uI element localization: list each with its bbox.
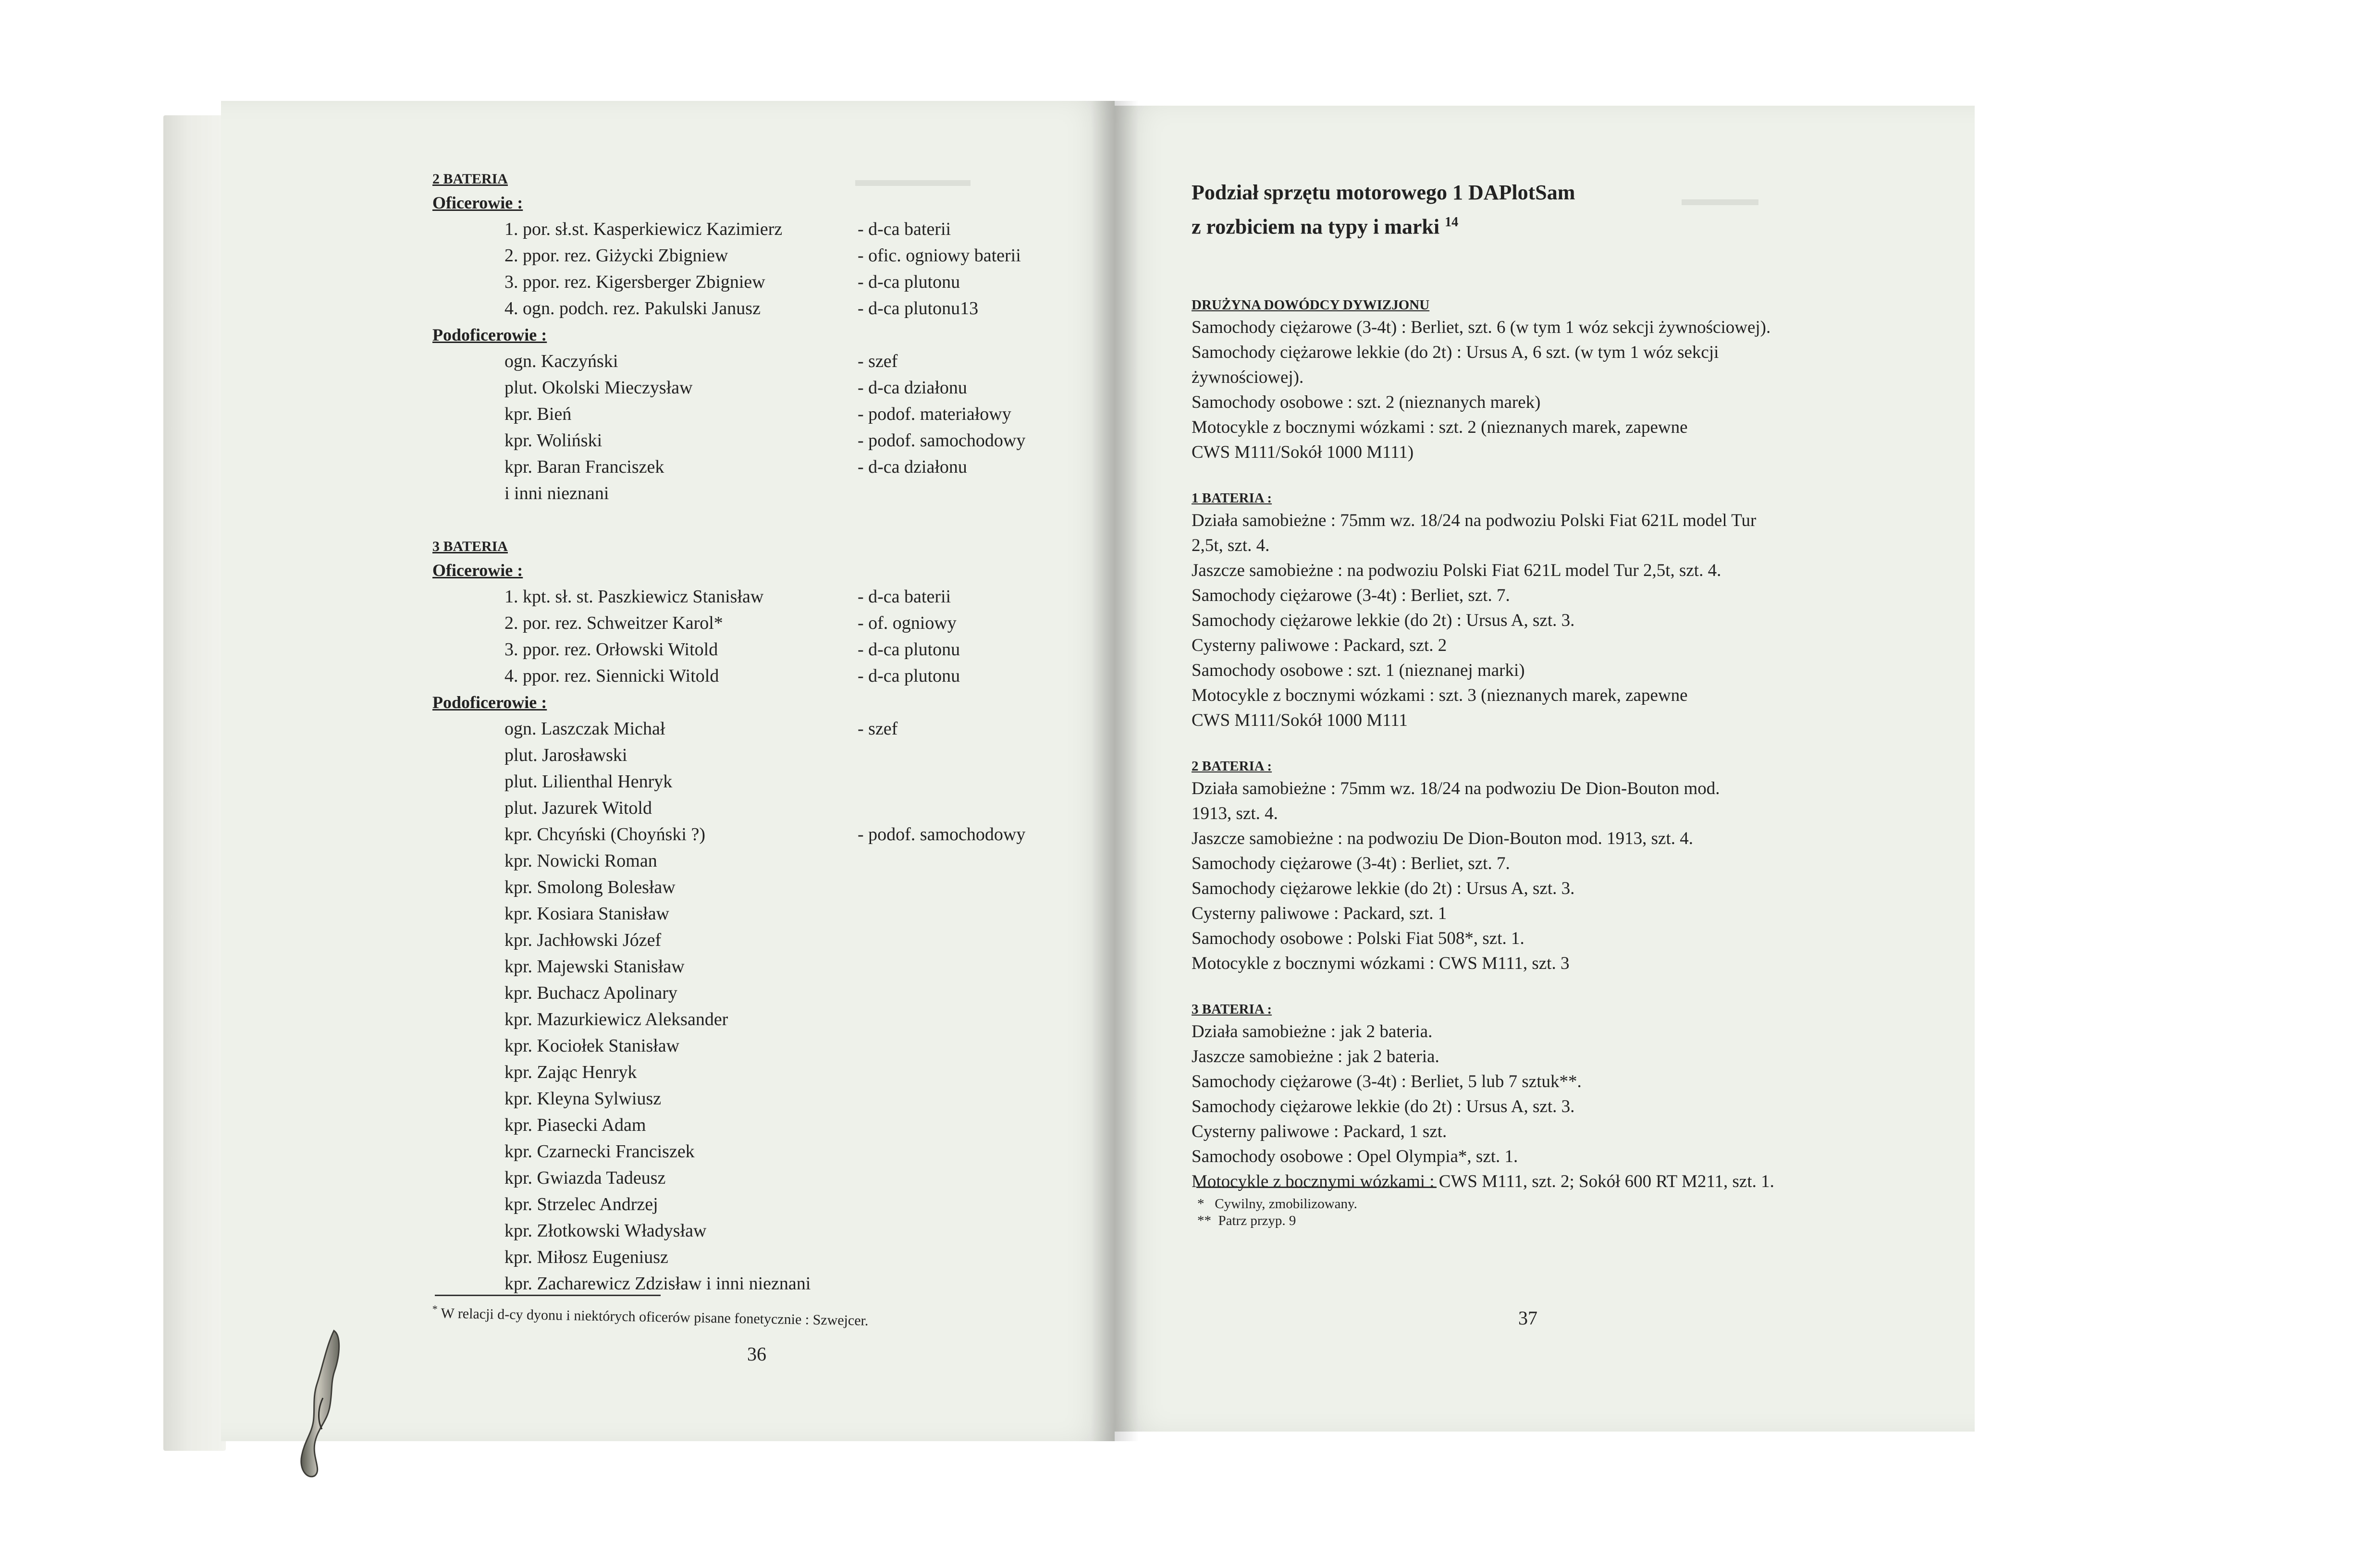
battery-3-officer-row: [432, 663, 1095, 689]
left-footnote-text: W relacji d-cy dyonu i niektórych oficerów pisane fonetycznie : Szwejcer.: [441, 1305, 869, 1329]
right-footnote-1-mark: *: [1197, 1196, 1205, 1212]
battery-3-officer-role: - d-ca plutonu: [858, 639, 960, 660]
battery-2-nco-name: kpr. Baran Franciszek: [504, 457, 664, 477]
battery-3-officer-name: 2. por. rez. Schweitzer Karol*: [504, 613, 723, 633]
battery-2-nco-row: [432, 401, 1095, 428]
equipment-line: CWS M111/Sokół 1000 M111: [1192, 710, 1408, 730]
right-footnote-2-text: Patrz przyp. 9: [1218, 1213, 1296, 1228]
show-through-left: ▬▬▬▬▬▬: [855, 169, 971, 190]
battery-3-nco-name: kpr. Gwiazda Tadeusz: [504, 1168, 666, 1188]
battery-2-nco-row: [432, 428, 1095, 454]
battery-2-officer-role: - d-ca plutonu13: [858, 298, 979, 318]
title-line2-text: z rozbiciem na typy i marki: [1192, 215, 1440, 239]
battery-3-nco-name: kpr. Kociołek Stanisław: [504, 1036, 680, 1056]
equipment-section-heading: 1 BATERIA :: [1192, 490, 1272, 506]
battery-2-nco-name: i inni nieznani: [504, 483, 609, 503]
battery-3-nco-row: [432, 1086, 1095, 1112]
left-footnote-mark: *: [432, 1303, 438, 1315]
battery-2-nco-role: - podof. samochodowy: [858, 430, 1026, 451]
battery-2-nco-name: kpr. Bień: [504, 404, 572, 424]
battery-3-nco-row: [432, 1271, 1095, 1297]
battery-3-officers-heading: Oficerowie :: [432, 561, 523, 580]
battery-3-nco-name: kpr. Jachłowski Józef: [504, 930, 662, 950]
equipment-line: Samochody ciężarowe (3-4t) : Berliet, szt. 6 (w tym 1 wóz sekcji żywnościowej).: [1192, 317, 1771, 337]
battery-3-nco-name: kpr. Smolong Bolesław: [504, 877, 676, 897]
battery-3-nco-name: kpr. Miłosz Eugeniusz: [504, 1247, 668, 1267]
battery-3-nco-name: kpr. Kleyna Sylwiusz: [504, 1089, 662, 1109]
battery-3-nco-name: plut. Jarosławski: [504, 745, 627, 765]
equipment-line: Cysterny paliwowe : Packard, szt. 1: [1192, 903, 1447, 923]
equipment-line: Działa samobieżne : 75mm wz. 18/24 na podwoziu De Dion-Bouton mod.: [1192, 778, 1720, 798]
battery-3-nco-row: [432, 716, 1095, 742]
battery-2-nco-name: ogn. Kaczyński: [504, 351, 618, 371]
equipment-line: Jaszcze samobieżne : jak 2 bateria.: [1192, 1046, 1439, 1066]
battery-3-nco-row: [432, 821, 1095, 848]
battery-2-nco-row: [432, 348, 1095, 375]
battery-3-nco-row: [432, 874, 1095, 901]
battery-3-nco-name: kpr. Mazurkiewicz Aleksander: [504, 1009, 728, 1029]
equipment-line: Samochody osobowe : Opel Olympia*, szt. 1.: [1192, 1146, 1518, 1166]
equipment-line: Motocykle z bocznymi wózkami : szt. 3 (nieznanych marek, zapewne: [1192, 685, 1688, 705]
battery-2-officer-name: 1. por. sł.st. Kasperkiewicz Kazimierz: [504, 219, 783, 239]
battery-3-nco-role: - podof. samochodowy: [858, 824, 1026, 845]
battery-3-officer-row: [432, 584, 1095, 610]
equipment-section: [1192, 999, 1931, 1194]
battery-3-nco-row: [432, 848, 1095, 874]
battery-3-nco-row: [432, 1139, 1095, 1165]
battery-3-nco-name: kpr. Buchacz Apolinary: [504, 983, 677, 1003]
battery-3-nco-row: [432, 954, 1095, 980]
battery-2-officer-role: - d-ca plutonu: [858, 272, 960, 292]
battery-3-nco-name: plut. Jazurek Witold: [504, 798, 652, 818]
battery-3-officers-list: [432, 584, 1095, 689]
battery-3-officer-name: 3. ppor. rez. Orłowski Witold: [504, 639, 718, 660]
equipment-section-heading: 2 BATERIA :: [1192, 758, 1272, 774]
battery-2-officer-row: [432, 243, 1095, 269]
battery-3-nco-row: [432, 1244, 1095, 1271]
battery-3-nco-name: kpr. Strzelec Andrzej: [504, 1194, 658, 1214]
battery-2-nco-role: - podof. materiałowy: [858, 404, 1011, 424]
battery-3-nco-name: kpr. Zając Henryk: [504, 1062, 637, 1082]
battery-3-nco-row: [432, 1191, 1095, 1218]
equipment-sections: [1192, 295, 1931, 1194]
battery-3-nco-name: kpr. Majewski Stanisław: [504, 956, 685, 977]
battery-3-officer-role: - d-ca baterii: [858, 587, 951, 607]
battery-3-nco-role: - szef: [858, 719, 898, 739]
bookmark-clip-icon: [288, 1326, 356, 1480]
battery-3-officer-row: [432, 610, 1095, 637]
battery-2-officer-name: 3. ppor. rez. Kigersberger Zbigniew: [504, 272, 765, 292]
equipment-section: [1192, 295, 1931, 465]
battery-3-nco-name: kpr. Chcyński (Choyński ?): [504, 824, 705, 845]
right-footnote-1: [1197, 1196, 1357, 1212]
equipment-line: Cysterny paliwowe : Packard, 1 szt.: [1192, 1121, 1447, 1141]
battery-3-nco-row: [432, 769, 1095, 795]
page-number-left: 36: [747, 1343, 766, 1365]
equipment-line: Działa samobieżne : jak 2 bateria.: [1192, 1021, 1433, 1041]
battery-3-nco-name: kpr. Czarnecki Franciszek: [504, 1141, 695, 1162]
battery-2-officers-list: [432, 216, 1095, 322]
battery-2-officer-row: [432, 216, 1095, 243]
equipment-line: Motocykle z bocznymi wózkami : szt. 2 (nieznanych marek, zapewne: [1192, 417, 1688, 437]
equipment-line: Samochody ciężarowe lekkie (do 2t) : Ursus A, szt. 3.: [1192, 878, 1575, 898]
battery-2-nco-row: [432, 454, 1095, 480]
battery-2-officer-row: [432, 269, 1095, 295]
battery-3-officer-role: - d-ca plutonu: [858, 666, 960, 686]
battery-2-nco-role: - d-ca działonu: [858, 378, 967, 398]
book-gutter: [1091, 101, 1139, 1441]
battery-3-nco-name: kpr. Zacharewicz Zdzisław i inni nieznani: [504, 1274, 811, 1294]
battery-2-nco-role: - d-ca działonu: [858, 457, 967, 477]
battery-3-nco-row: [432, 901, 1095, 927]
equipment-line: Samochody ciężarowe lekkie (do 2t) : Ursus A, szt. 3.: [1192, 1096, 1575, 1116]
right-footnote-2-mark: **: [1197, 1213, 1211, 1228]
battery-3-nco-row: [432, 1033, 1095, 1059]
battery-2-heading: 2 BATERIA: [432, 171, 508, 187]
battery-3-nco-row: [432, 1165, 1095, 1191]
battery-3-nco-row: [432, 1218, 1095, 1244]
page-stack-left: [163, 115, 226, 1451]
battery-3-heading: 3 BATERIA: [432, 539, 508, 554]
right-footnote-rule: [1196, 1187, 1437, 1188]
equipment-line: Samochody ciężarowe lekkie (do 2t) : Ursus A, szt. 3.: [1192, 610, 1575, 630]
battery-2-officer-role: - ofic. ogniowy baterii: [858, 245, 1021, 266]
battery-3-officer-name: 4. ppor. rez. Siennicki Witold: [504, 666, 719, 686]
equipment-line: Samochody ciężarowe lekkie (do 2t) : Ursus A, 6 szt. (w tym 1 wóz sekcji: [1192, 342, 1719, 362]
equipment-line: Jaszcze samobieżne : na podwoziu De Dion-Bouton mod. 1913, szt. 4.: [1192, 828, 1693, 848]
battery-3-nco-heading: Podoficerowie :: [432, 693, 547, 712]
battery-3-nco-row: [432, 795, 1095, 821]
show-through-right: ▬▬▬▬: [1682, 188, 1758, 209]
equipment-line: Działa samobieżne : 75mm wz. 18/24 na podwoziu Polski Fiat 621L model Tur: [1192, 510, 1757, 530]
equipment-line: Samochody ciężarowe (3-4t) : Berliet, 5 lub 7 sztuk**.: [1192, 1071, 1582, 1091]
battery-3-nco-row: [432, 1006, 1095, 1033]
battery-3-nco-row: [432, 980, 1095, 1006]
battery-2-officer-name: 2. ppor. rez. Giżycki Zbigniew: [504, 245, 728, 266]
battery-3-officer-name: 1. kpt. sł. st. Paszkiewicz Stanisław: [504, 587, 764, 607]
equipment-line: Samochody ciężarowe (3-4t) : Berliet, szt. 7.: [1192, 585, 1510, 605]
battery-2-nco-list: [432, 348, 1095, 507]
right-page-title-line1: Podział sprzętu motorowego 1 DAPlotSam: [1192, 181, 1575, 204]
equipment-line: żywnościowej).: [1192, 367, 1304, 387]
equipment-line: Samochody ciężarowe (3-4t) : Berliet, szt. 7.: [1192, 853, 1510, 873]
equipment-line: Samochody osobowe : Polski Fiat 508*, szt. 1.: [1192, 928, 1524, 948]
battery-3-nco-name: ogn. Laszczak Michał: [504, 719, 665, 739]
battery-2-nco-heading: Podoficerowie :: [432, 325, 547, 344]
battery-3-nco-name: kpr. Kosiara Stanisław: [504, 904, 670, 924]
right-footnote-2: [1197, 1213, 1296, 1229]
equipment-line: Jaszcze samobieżne : na podwoziu Polski Fiat 621L model Tur 2,5t, szt. 4.: [1192, 560, 1721, 580]
battery-2-officers-heading: Oficerowie :: [432, 193, 523, 212]
battery-2-nco-name: kpr. Woliński: [504, 430, 602, 451]
battery-3-nco-name: plut. Lilienthal Henryk: [504, 772, 673, 792]
equipment-section: [1192, 756, 1931, 976]
battery-3-nco-list: [432, 716, 1095, 1297]
battery-3-nco-row: [432, 1112, 1095, 1139]
battery-2-officer-name: 4. ogn. podch. rez. Pakulski Janusz: [504, 298, 761, 318]
left-footnote-rule: [435, 1295, 661, 1296]
battery-2-nco-row: [432, 375, 1095, 401]
equipment-line: Motocykle z bocznymi wózkami : CWS M111, szt. 2; Sokół 600 RT M211, szt. 1.: [1192, 1171, 1774, 1191]
equipment-line: Motocykle z bocznymi wózkami : CWS M111, szt. 3: [1192, 953, 1570, 973]
battery-2-nco-role: - szef: [858, 351, 898, 371]
equipment-line: 1913, szt. 4.: [1192, 803, 1278, 823]
battery-2-nco-name: plut. Okolski Mieczysław: [504, 378, 693, 398]
equipment-section-heading: 3 BATERIA :: [1192, 1001, 1272, 1017]
equipment-line: 2,5t, szt. 4.: [1192, 535, 1270, 555]
right-page-title-line2: [1192, 208, 1931, 242]
battery-2-nco-row: [432, 480, 1095, 507]
battery-3-nco-name: kpr. Piasecki Adam: [504, 1115, 646, 1135]
page-number-right: 37: [1518, 1307, 1537, 1329]
equipment-line: Samochody osobowe : szt. 1 (nieznanej marki): [1192, 660, 1525, 680]
battery-3-officer-row: [432, 637, 1095, 663]
right-page-content: [1192, 178, 1931, 1194]
equipment-section-heading: DRUŻYNA DOWÓDCY DYWIZJONU: [1192, 297, 1430, 313]
battery-3-nco-row: [432, 742, 1095, 769]
battery-3-nco-name: kpr. Złotkowski Władysław: [504, 1221, 707, 1241]
equipment-line: CWS M111/Sokół 1000 M111): [1192, 442, 1414, 462]
title-footnote-ref: 14: [1445, 215, 1459, 230]
right-footnote-1-text: Cywilny, zmobilizowany.: [1215, 1196, 1357, 1212]
equipment-line: Samochody osobowe : szt. 2 (nieznanych marek): [1192, 392, 1541, 412]
battery-3-officer-role: - of. ogniowy: [858, 613, 957, 633]
equipment-section: [1192, 488, 1931, 733]
battery-3-nco-row: [432, 1059, 1095, 1086]
battery-2-officer-row: [432, 295, 1095, 322]
battery-3-nco-name: kpr. Nowicki Roman: [504, 851, 657, 871]
battery-3-nco-row: [432, 927, 1095, 954]
left-page-content: [432, 168, 1095, 1297]
battery-2-officer-role: - d-ca baterii: [858, 219, 951, 239]
equipment-line: Cysterny paliwowe : Packard, szt. 2: [1192, 635, 1447, 655]
